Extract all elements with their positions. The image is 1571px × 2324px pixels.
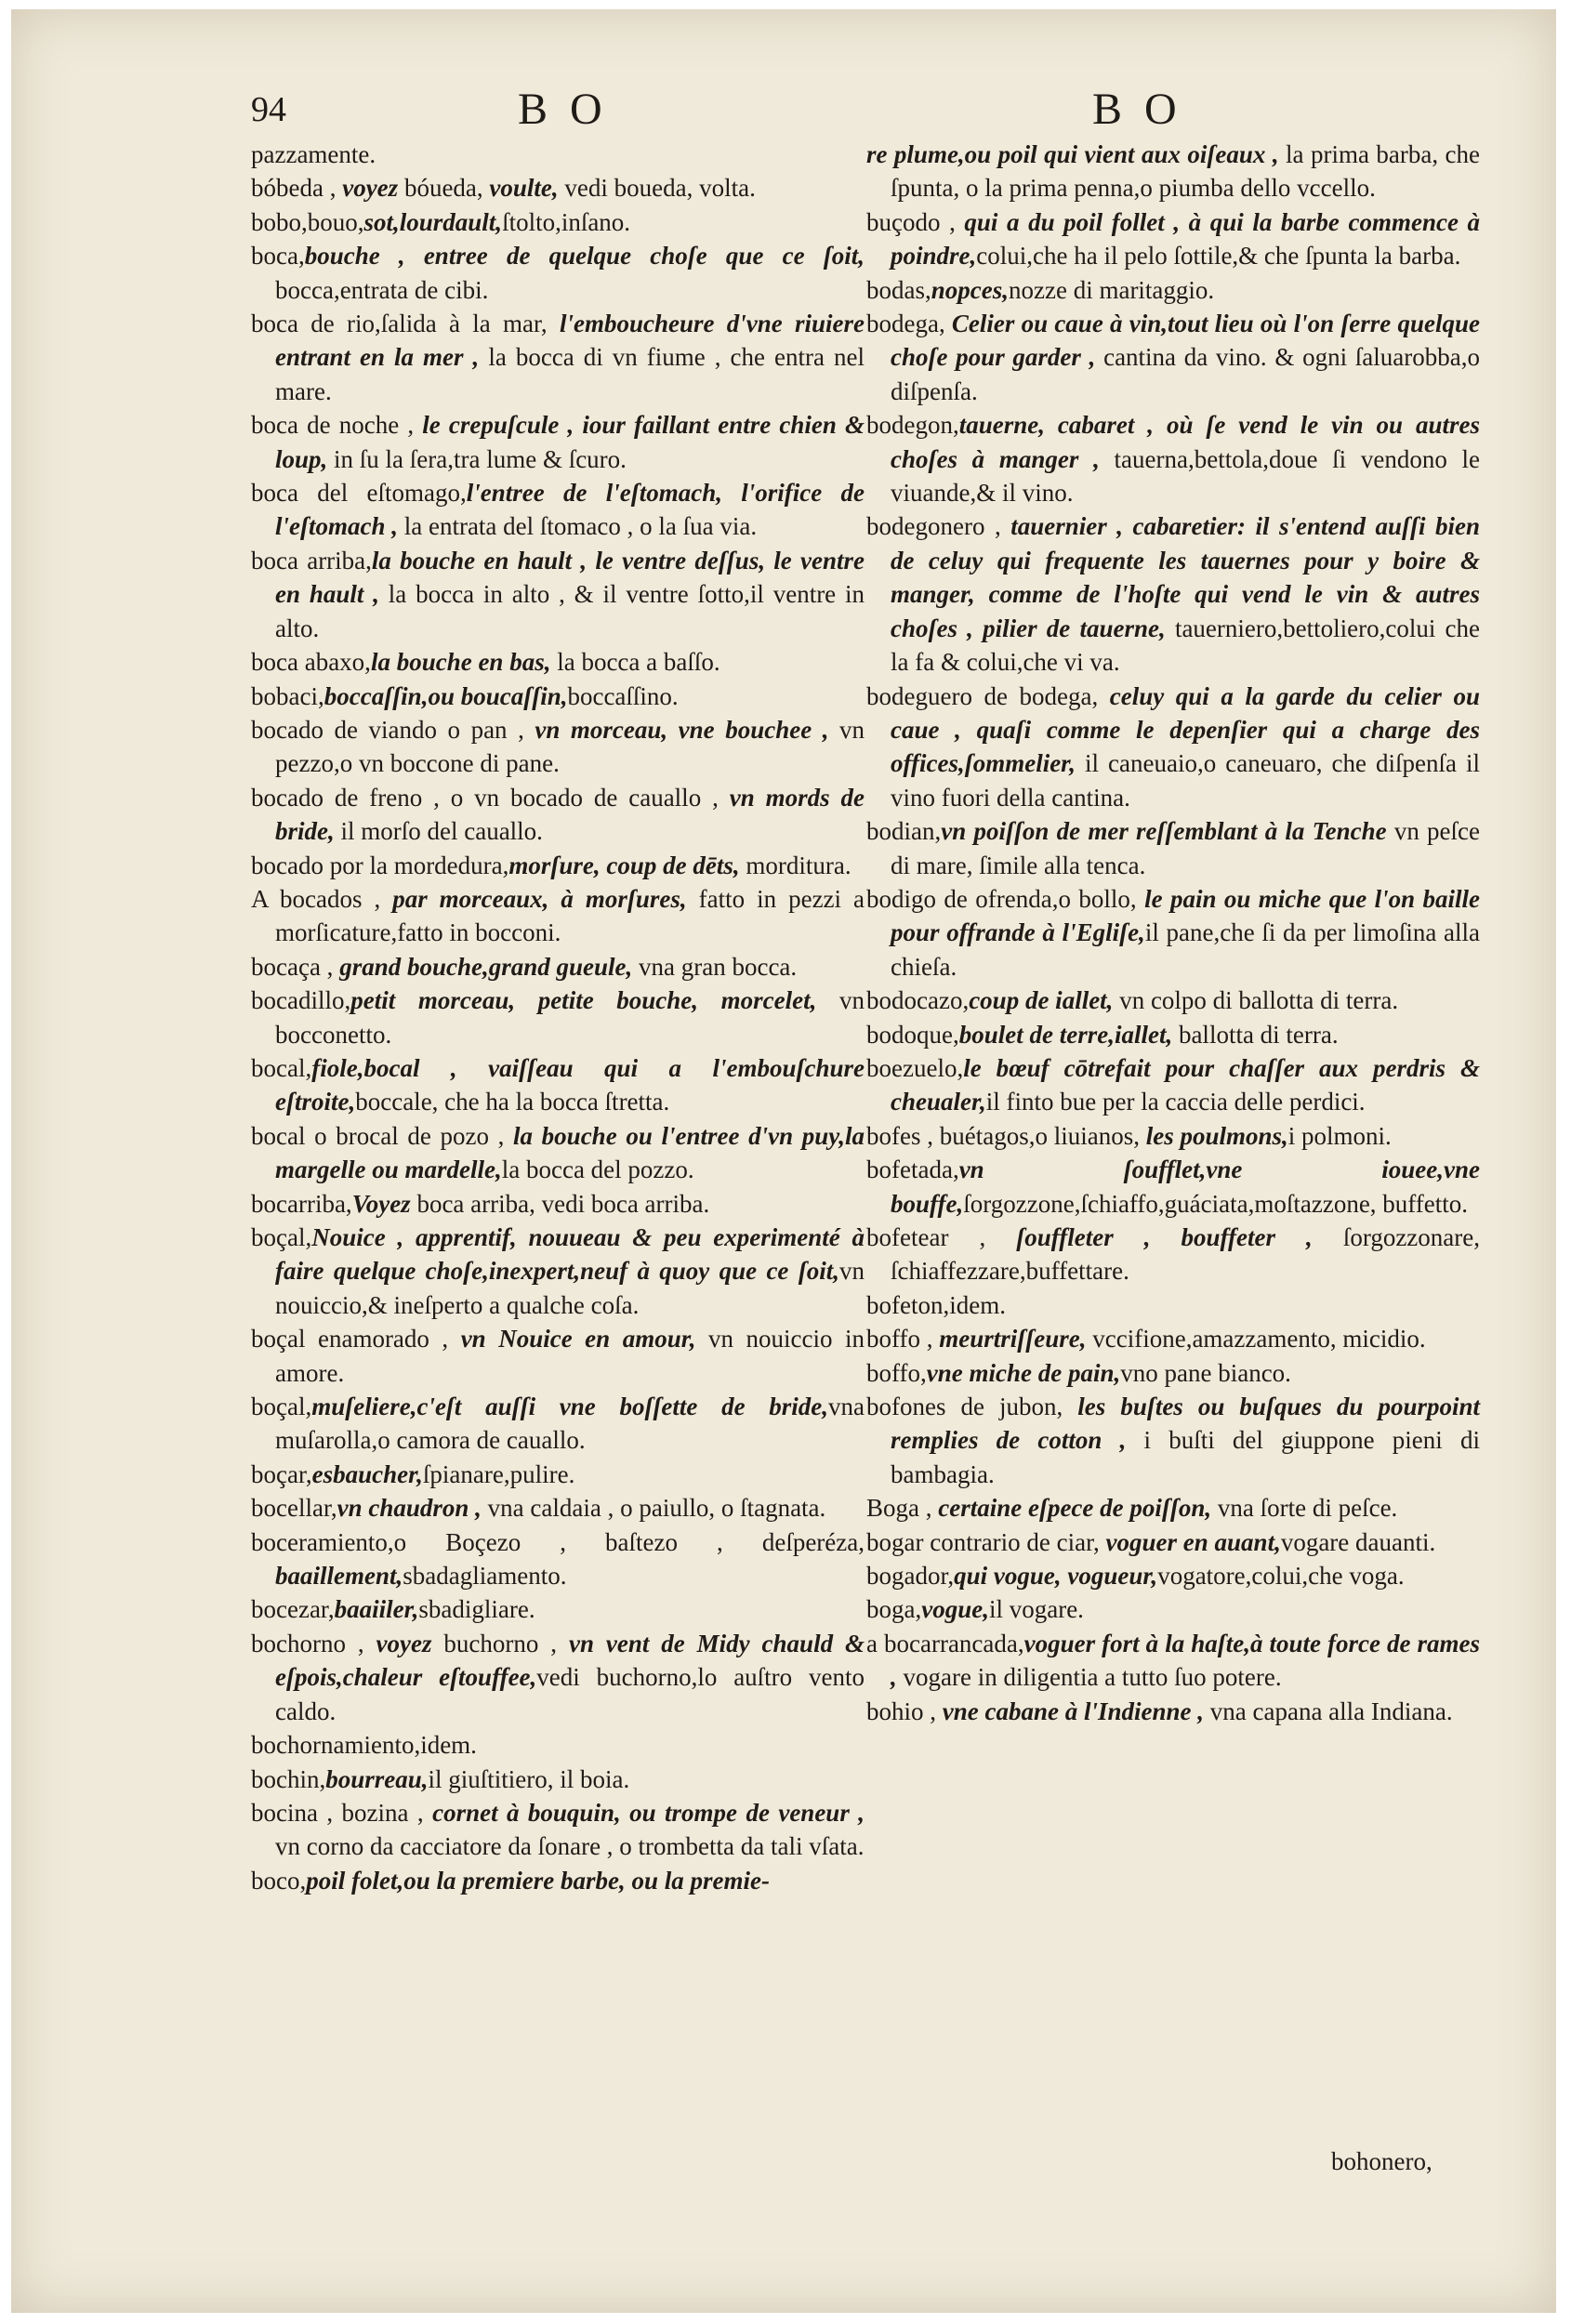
dictionary-entry: bobo,bouo,sot,lourdault,ſtolto,inſano. [251,207,631,236]
running-header [11,84,1556,139]
dictionary-entry: boca,bouche , entree de quelque choſe que ce ſoit, bocca,entrata de cibi. [251,242,865,304]
dictionary-entry: bodegon,tauerne, cabaret , où ſe vend le vin ou autres choſes à manger , tauerna,bettola,doue ſi vendono le viuande,& il vino. [866,411,1481,508]
dictionary-entry: bodeguero de bodega, celuy qui a la garde du celier ou caue , quaſi comme le depenſier qui a charge des offices,ſommelier, il caneuaio,o caneuaro, che diſpenſa il vino fuori della cantina. [866,681,1480,812]
dictionary-entry: boca de noche , le crepuſcule , iour faillant entre chien & loup, in ſu la ſera,tra lume & ſcuro. [251,411,865,473]
dictionary-entry: bocarriba,Voyez boca arriba, vedi boca arriba. [251,1189,710,1218]
dictionary-entry: bochorno , voyez buchorno , vn vent de Midy chauld & eſpois,chaleur eſtouffee,vedi buchorno,lo auſtro vento caldo. [251,1629,865,1725]
dictionary-entry: A bocados , par morceaux, à morſures, fatto in pezzi a morſicature,fatto in bocconi. [251,884,865,947]
dictionary-entry: boçar,esbaucher,ſpianare,pulire. [251,1459,575,1488]
dictionary-entry: bofones de jubon, les buſtes ou buſques du pourpoint remplies de cotton , i buſti del giuppone pieni di bambagia. [866,1393,1480,1488]
right-column [866,138,1480,1728]
dictionary-entry: bóbeda , voyez bóueda, voulte, vedi boueda, volta. [251,174,756,203]
dictionary-entry: bofetear , ſouffleter , bouffeter , ſorgozzonare, ſchiaffezzare,buffettare. [866,1223,1481,1286]
dictionary-entry: bobaci,boccaſſin,ou boucaſſin,boccaſſino. [251,681,679,710]
dictionary-entry: bogar contrario de ciar, voguer en auant,vogare dauanti. [866,1527,1436,1556]
dictionary-entry: boca del eſtomago,l'entree de l'eſtomach, l'orifice de l'eſtomach , la entrata del ſtomaco , o la ſua via. [251,479,865,541]
page-number: 94 [251,90,286,129]
dictionary-entry: boca arriba,la bouche en hault , le ventre deſſus, le ventre en hault , la bocca in alto , & il ventre ſotto,il ventre in alto. [251,546,865,642]
dictionary-entry: boco,poil folet,ou la premiere barbe, ou la premie- [251,1866,770,1895]
dictionary-entry: boffo , meurtriſſeure, vccifione,amazzamento, micidio. [866,1325,1426,1353]
dictionary-entry: bocaça , grand bouche,grand gueule, vna gran bocca. [251,952,798,981]
dictionary-entry: boçal,Nouice , apprentif, nouueau & peu experimenté à faire quelque choſe,inexpert,neuf à quoy que ce ſoit,vn nouiccio,& ineſperto a qualche coſa. [251,1223,865,1319]
dictionary-entry: buçodo , qui a du poil follet , à qui la barbe commence à poindre,colui,che ha il pelo ſottile,& che ſpunta la barba. [866,207,1481,271]
dictionary-entry: bofetada,vn ſoufflet,vne iouee,vne bouffe,ſorgozzone,ſchiaffo,guáciata,moſtazzone, buffetto. [866,1155,1480,1218]
dictionary-entry: bodocazo,coup de iallet, vn colpo di ballotta di terra. [866,986,1399,1015]
dictionary-entry: bodoque,boulet de terre,iallet, ballotta di terra. [866,1020,1339,1049]
dictionary-entry: boçal,muſeliere,c'eſt auſſi vne boſſette de bride,vna muſarolla,o camora de cauallo. [251,1393,865,1455]
dictionary-entry: boezuelo,le bœuf cōtrefait pour chaſſer aux perdris & cheualer,il finto bue per la caccia delle perdici. [866,1053,1480,1116]
dictionary-entry: bocado de viando o pan , vn morceau, vne bouchee , vn pezzo,o vn boccone di pane. [251,715,865,778]
dictionary-entry: boffo,vne miche de pain,vno pane bianco. [866,1358,1291,1387]
dictionary-entry: bodega, Celier ou caue à vin,tout lieu où l'on ſerre quelque choſe pour garder , cantina da vino. & ogni ſaluarobba,o diſpenſa. [866,310,1481,405]
dictionary-entry: bofes , buétagos,o liuianos, les poulmons,i polmoni. [866,1121,1392,1150]
dictionary-entry: pazzamente. [251,140,376,168]
dictionary-entry: a bocarrancada,voguer fort à la haſte,à toute force de rames , vogare in diligentia a tutto ſuo potere. [866,1629,1480,1692]
scanned-page [11,9,1556,2313]
dictionary-entry: bodas,nopces,nozze di maritaggio. [866,275,1215,304]
dictionary-entry: bodian,vn poiſſon de mer reſſemblant à la Tenche vn peſce di mare, ſimile alla tenca. [866,817,1480,879]
dictionary-entry: bocellar,vn chaudron , vna caldaia , o paiullo, o ſtagnata. [251,1494,826,1523]
dictionary-entry: bochornamiento,idem. [251,1731,477,1760]
dictionary-entry: bocado de freno , o vn bocado de cauallo , vn mords de bride, il morſo del cauallo. [251,783,865,846]
dictionary-entry: boca de rio,ſalida à la mar, l'emboucheure d'vne riuiere entrant en la mer , la bocca di vn fiume , che entra nel mare. [251,310,865,405]
dictionary-entry: bocal o brocal de pozo , la bouche ou l'entree d'vn puy,la margelle ou mardelle,la bocca del pozzo. [251,1121,865,1184]
dictionary-entry: bocina , bozina , cornet à bouquin, ou trompe de veneur , vn corno da cacciatore da ſonare , o trombetta da tali vſata. [251,1798,865,1861]
dictionary-entry: re plume,ou poil qui vient aux oiſeaux , la prima barba, che ſpunta, o la prima penna,o piumba dello vccello. [866,140,1481,203]
dictionary-entry: Boga , certaine eſpece de poiſſon, vna ſorte di peſce. [866,1494,1398,1523]
dictionary-entry: boceramiento,o Boçezo , baſtezo , deſperéza, baaillement,sbadagliamento. [251,1527,865,1591]
dictionary-entry: bochin,bourreau,il giuſtitiero, il boia. [251,1764,630,1793]
dictionary-entry: boga,vogue,il vogare. [866,1595,1084,1624]
dictionary-entry: bocezar,baaiiler,sbadigliare. [251,1595,535,1624]
dictionary-entry: boçal enamorado , vn Nouice en amour, vn nouiccio in amore. [251,1325,865,1387]
dictionary-entry: bohio , vne cabane à l'Indienne , vna capana alla Indiana. [866,1697,1453,1725]
left-column-heading: B O [518,85,608,134]
dictionary-entry: bodigo de ofrenda,o bollo, le pain ou miche que l'on baille pour offrande à l'Egliſe,il pane,che ſi da per limoſina alla chieſa. [866,884,1480,981]
dictionary-entry: bocal,fiole,bocal , vaiſſeau qui a l'embouſchure eſtroite,boccale, che ha la bocca ſtretta. [251,1053,865,1116]
left-column [251,138,865,1897]
right-column-heading: B O [1092,85,1182,134]
dictionary-entry: bogador,qui vogue, vogueur,vogatore,colui,che voga. [866,1562,1405,1591]
dictionary-entry: bocado por la mordedura,morſure, coup de dēts, morditura. [251,851,852,879]
dictionary-entry: bodegonero , tauernier , cabaretier: il s'entend auſſi bien de celuy qui frequente les tauernes pour y boire & manger, comme de l'hoſte qui vend le vin & autres choſes , pilier de tauerne, tauerniero,bettoliero,colui che la fa & colui,che vi va. [866,512,1480,677]
catchword: bohonero, [1331,2147,1432,2175]
dictionary-entry: bocadillo,petit morceau, petite bouche, morcelet, vn bocconetto. [251,986,865,1049]
dictionary-entry: boca abaxo,la bouche en bas, la bocca a baſſo. [251,648,720,677]
dictionary-entry: bofeton,idem. [866,1290,1006,1319]
